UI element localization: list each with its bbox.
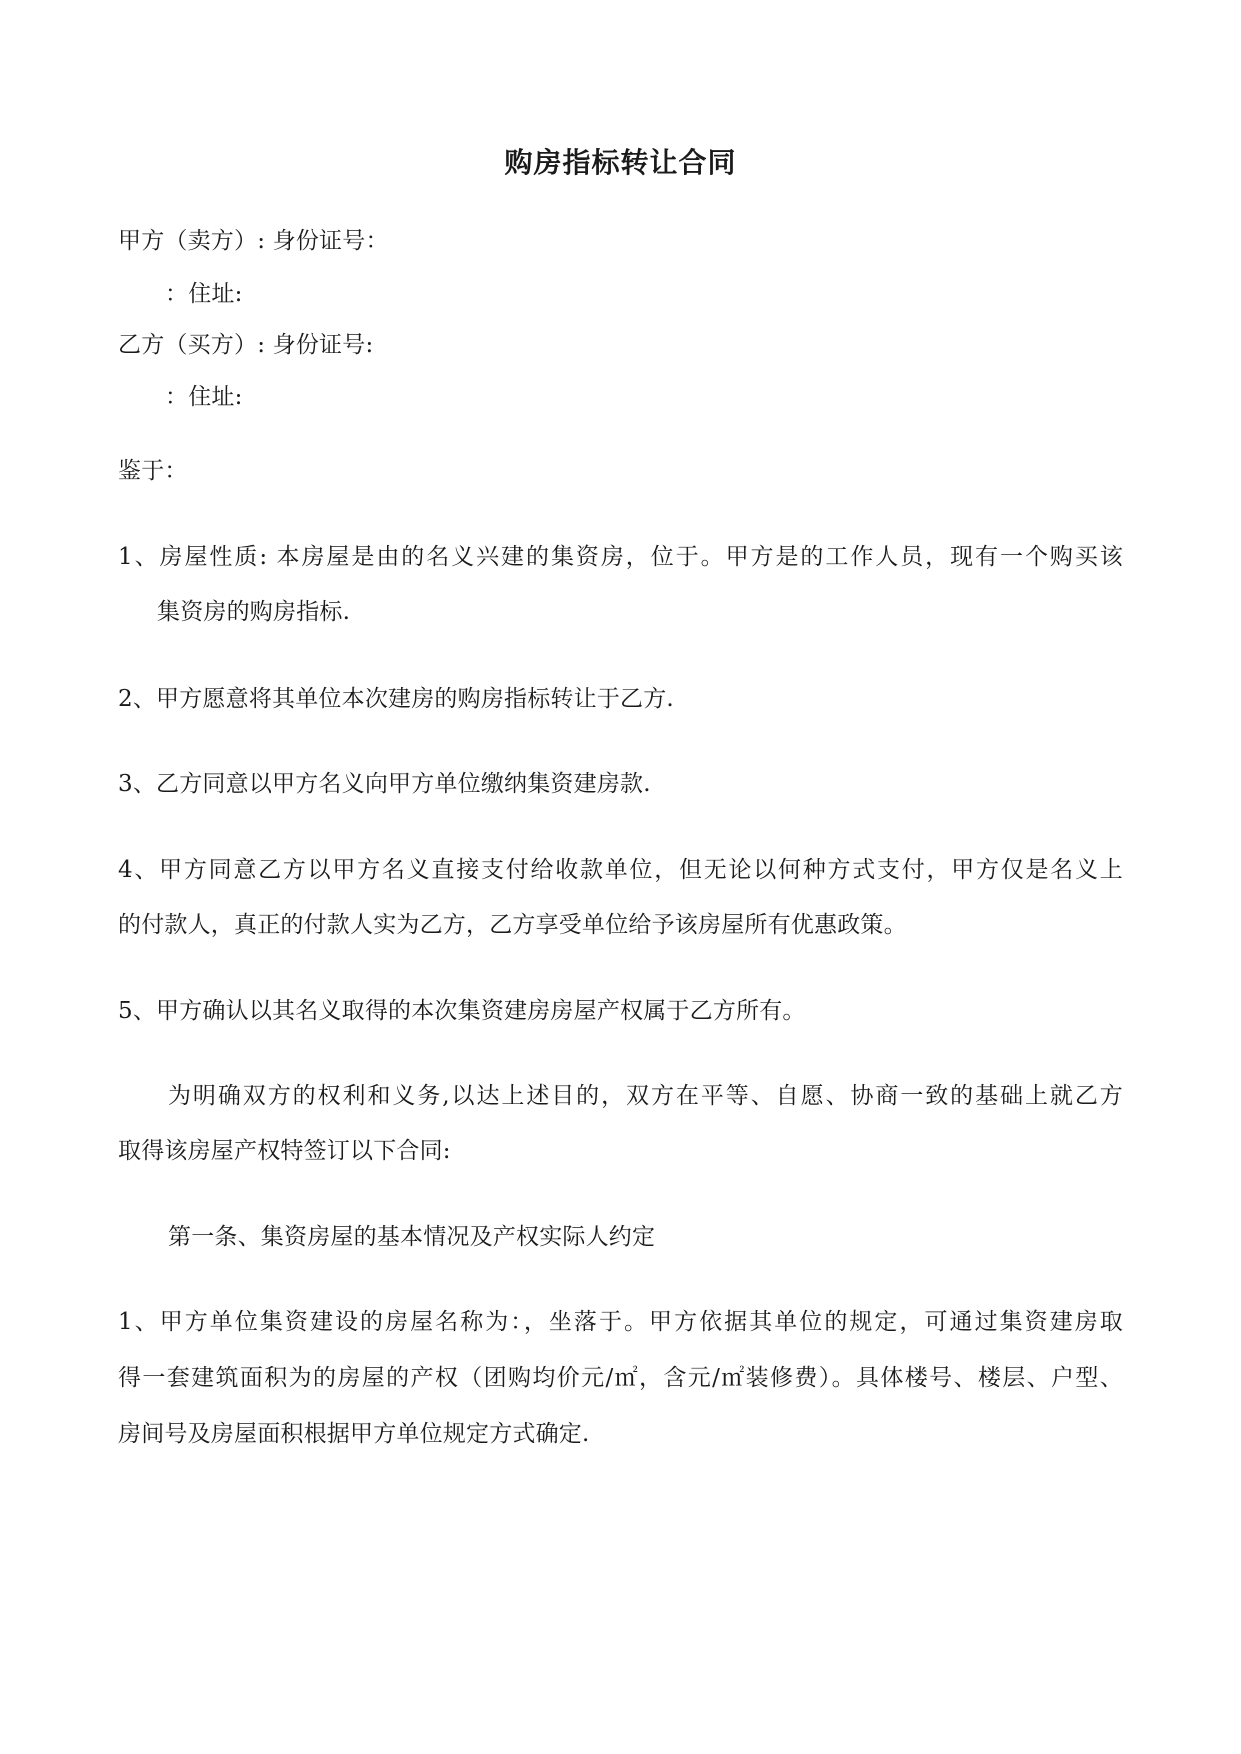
article-1-heading: 第一条、集资房屋的基本情况及产权实际人约定 bbox=[168, 1224, 656, 1250]
document-title: 购房指标转让合同 bbox=[504, 146, 737, 179]
whereas-label: 鉴于： bbox=[118, 458, 188, 484]
recital-4-line-2: 的付款人，真正的付款人实为乙方，乙方享受单位给予该房屋所有优惠政策。 bbox=[118, 912, 907, 938]
article-1-clause-1-line-1: 1、甲方单位集资建设的房屋名称为：，坐落于。甲方依据其单位的规定，可通过集资建房取 bbox=[118, 1309, 1123, 1335]
article-1-clause-1-line-2: 得一套建筑面积为的房屋的产权（团购均价元/㎡，含元/㎡装修费）。具体楼号、楼层、户型、 bbox=[118, 1365, 1123, 1391]
party-b-id-line: 乙方（买方）: 身份证号: bbox=[118, 332, 374, 358]
recital-5: 5、甲方确认以其名义取得的本次集资建房房屋产权属于乙方所有。 bbox=[118, 998, 806, 1024]
article-1-clause-1-line-3: 房间号及房屋面积根据甲方单位规定方式确定. bbox=[118, 1421, 590, 1447]
preamble-line-2: 取得该房屋产权特签订以下合同: bbox=[118, 1138, 451, 1164]
recital-2: 2、甲方愿意将其单位本次建房的购房指标转让于乙方. bbox=[118, 686, 674, 712]
party-a-id-line: 甲方（卖方）: 身份证号： bbox=[118, 228, 389, 254]
party-b-address-line: ：住址: bbox=[165, 384, 243, 410]
recital-1-line-2: 集资房的购房指标. bbox=[157, 599, 351, 625]
party-a-address-line: ：住址: bbox=[165, 281, 243, 307]
recital-1-line-1: 1、房屋性质: 本房屋是由的名义兴建的集资房，位于。甲方是的工作人员，现有一个购买该 bbox=[118, 544, 1123, 570]
preamble-line-1: 为明确双方的权利和义务,以达上述目的，双方在平等、自愿、协商一致的基础上就乙方 bbox=[168, 1083, 1123, 1109]
recital-3: 3、乙方同意以甲方名义向甲方单位缴纳集资建房款. bbox=[118, 771, 651, 797]
recital-4-line-1: 4、甲方同意乙方以甲方名义直接支付给收款单位，但无论以何种方式支付，甲方仅是名义上 bbox=[118, 857, 1123, 883]
